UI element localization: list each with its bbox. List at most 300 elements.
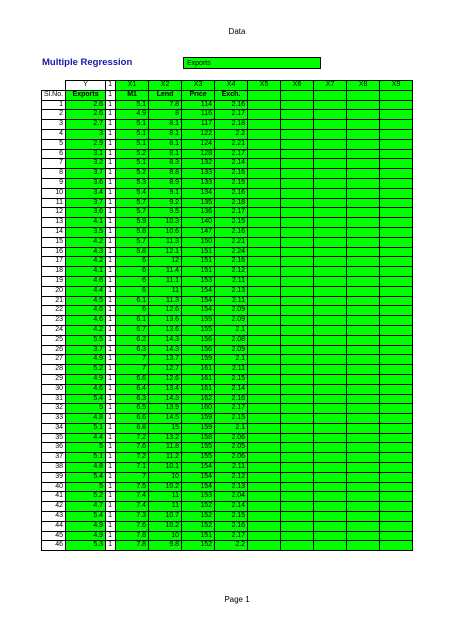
table-cell[interactable]: 114 (182, 100, 215, 110)
table-cell[interactable]: 1 (106, 394, 116, 404)
table-cell[interactable]: 3.6 (66, 208, 106, 218)
empty-cell[interactable] (248, 531, 281, 541)
table-cell[interactable]: 1 (106, 237, 116, 247)
table-cell[interactable]: 1 (106, 345, 116, 355)
empty-cell[interactable] (314, 492, 347, 502)
table-cell[interactable]: 5 (66, 482, 106, 492)
table-cell[interactable]: 6.3 (116, 394, 149, 404)
table-cell[interactable]: 155 (182, 325, 215, 335)
table-cell[interactable]: 1 (106, 365, 116, 375)
table-cell[interactable]: 1 (106, 355, 116, 365)
table-cell[interactable]: 5 (66, 404, 106, 414)
table-cell[interactable]: 12 (149, 257, 182, 267)
empty-cell[interactable] (314, 414, 347, 424)
table-cell[interactable]: 31 (42, 394, 66, 404)
empty-cell[interactable] (281, 149, 314, 159)
table-cell[interactable]: 4.4 (66, 433, 106, 443)
top-label[interactable]: X2 (149, 81, 182, 91)
table-cell[interactable]: 1 (106, 502, 116, 512)
empty-cell[interactable] (248, 198, 281, 208)
table-cell[interactable]: 10 (42, 188, 66, 198)
table-cell[interactable]: 3.5 (66, 227, 106, 237)
empty-cell[interactable] (347, 482, 380, 492)
empty-cell[interactable] (347, 227, 380, 237)
empty-cell[interactable] (347, 267, 380, 277)
table-cell[interactable]: 1 (106, 423, 116, 433)
table-cell[interactable]: 14.3 (149, 335, 182, 345)
table-cell[interactable]: 155 (182, 453, 215, 463)
table-cell[interactable]: 46 (42, 541, 66, 551)
empty-cell[interactable] (248, 365, 281, 375)
table-cell[interactable]: 161 (182, 374, 215, 384)
sub-label[interactable]: M1 (116, 90, 149, 100)
empty-cell[interactable] (248, 139, 281, 149)
empty-cell[interactable] (347, 394, 380, 404)
table-cell[interactable]: 2.17 (215, 149, 248, 159)
empty-cell[interactable] (281, 365, 314, 375)
table-cell[interactable]: 1 (106, 100, 116, 110)
table-cell[interactable]: 6.1 (116, 296, 149, 306)
table-cell[interactable]: 8.1 (149, 149, 182, 159)
table-cell[interactable]: 5.4 (116, 188, 149, 198)
table-cell[interactable]: 4.1 (66, 267, 106, 277)
empty-cell[interactable] (314, 218, 347, 228)
empty-cell[interactable] (281, 198, 314, 208)
table-cell[interactable]: 5.4 (66, 472, 106, 482)
table-cell[interactable]: 1 (106, 521, 116, 531)
table-cell[interactable]: 26 (42, 345, 66, 355)
table-cell[interactable]: 5.1 (66, 453, 106, 463)
empty-cell[interactable] (248, 453, 281, 463)
empty-cell[interactable] (347, 247, 380, 257)
table-cell[interactable]: 2.04 (215, 492, 248, 502)
table-cell[interactable]: 2.11 (215, 463, 248, 473)
table-cell[interactable]: 2.6 (66, 110, 106, 120)
empty-cell[interactable] (347, 423, 380, 433)
empty-cell[interactable] (347, 129, 380, 139)
top-label[interactable]: X1 (116, 81, 149, 91)
empty-cell[interactable] (347, 335, 380, 345)
empty-cell[interactable] (380, 345, 413, 355)
table-cell[interactable]: 133 (182, 169, 215, 179)
empty-cell[interactable] (281, 374, 314, 384)
empty-cell[interactable] (281, 463, 314, 473)
empty-cell[interactable] (380, 129, 413, 139)
table-cell[interactable]: 7.3 (116, 512, 149, 522)
empty-cell[interactable] (248, 492, 281, 502)
table-cell[interactable]: 5.8 (116, 227, 149, 237)
empty-cell[interactable] (380, 414, 413, 424)
empty-cell[interactable] (314, 512, 347, 522)
table-cell[interactable]: 134 (182, 188, 215, 198)
table-cell[interactable]: 2.16 (215, 257, 248, 267)
empty-cell[interactable] (347, 296, 380, 306)
empty-cell[interactable] (281, 208, 314, 218)
table-cell[interactable]: 2.1 (215, 423, 248, 433)
empty-cell[interactable] (248, 188, 281, 198)
empty-cell[interactable] (281, 384, 314, 394)
empty-cell[interactable] (248, 296, 281, 306)
table-cell[interactable]: 7.8 (116, 541, 149, 551)
table-cell[interactable]: 35 (42, 433, 66, 443)
empty-cell[interactable] (347, 521, 380, 531)
table-cell[interactable]: 2.9 (66, 139, 106, 149)
empty-cell[interactable] (281, 472, 314, 482)
empty-cell[interactable] (314, 129, 347, 139)
empty-cell[interactable] (314, 463, 347, 473)
table-cell[interactable]: 11.8 (149, 443, 182, 453)
table-cell[interactable]: 2.1 (215, 355, 248, 365)
table-cell[interactable]: 5.7 (116, 208, 149, 218)
empty-cell[interactable] (380, 110, 413, 120)
table-cell[interactable]: 135 (182, 198, 215, 208)
empty-cell[interactable] (380, 335, 413, 345)
sub-label[interactable]: Sl.No. (42, 90, 66, 100)
table-cell[interactable]: 133 (182, 178, 215, 188)
table-cell[interactable]: 6.7 (116, 325, 149, 335)
empty-cell[interactable] (314, 188, 347, 198)
empty-cell[interactable] (248, 541, 281, 551)
empty-cell[interactable] (281, 178, 314, 188)
table-cell[interactable]: 11 (42, 198, 66, 208)
table-cell[interactable]: 8 (149, 110, 182, 120)
table-cell[interactable]: 152 (182, 502, 215, 512)
empty-cell[interactable] (380, 296, 413, 306)
table-cell[interactable]: 4.8 (66, 414, 106, 424)
empty-cell[interactable] (281, 267, 314, 277)
empty-cell[interactable] (380, 100, 413, 110)
empty-cell[interactable] (314, 521, 347, 531)
top-label[interactable]: 1 (106, 81, 116, 91)
table-cell[interactable]: 1 (106, 178, 116, 188)
table-cell[interactable]: 2.18 (215, 120, 248, 130)
table-cell[interactable]: 13.6 (149, 325, 182, 335)
table-cell[interactable]: 7.5 (116, 482, 149, 492)
table-cell[interactable]: 5.2 (116, 169, 149, 179)
table-cell[interactable]: 20 (42, 286, 66, 296)
empty-cell[interactable] (248, 414, 281, 424)
table-cell[interactable]: 2.14 (215, 159, 248, 169)
empty-cell[interactable] (347, 492, 380, 502)
table-cell[interactable]: 5.4 (66, 512, 106, 522)
top-label[interactable]: X5 (248, 81, 281, 91)
table-cell[interactable]: 122 (182, 129, 215, 139)
table-cell[interactable]: 2.15 (215, 414, 248, 424)
empty-cell[interactable] (380, 178, 413, 188)
table-cell[interactable]: 3.7 (66, 345, 106, 355)
empty-cell[interactable] (281, 139, 314, 149)
table-cell[interactable]: 7.2 (116, 453, 149, 463)
empty-cell[interactable] (248, 129, 281, 139)
table-cell[interactable]: 2.6 (66, 100, 106, 110)
table-cell[interactable]: 1 (106, 188, 116, 198)
empty-cell[interactable] (347, 531, 380, 541)
table-cell[interactable]: 2.08 (215, 335, 248, 345)
table-cell[interactable]: 2.13 (215, 482, 248, 492)
empty-cell[interactable] (380, 208, 413, 218)
empty-cell[interactable] (347, 198, 380, 208)
table-cell[interactable]: 7.1 (116, 463, 149, 473)
empty-cell[interactable] (314, 296, 347, 306)
table-cell[interactable]: 6.1 (116, 316, 149, 326)
empty-cell[interactable] (248, 521, 281, 531)
empty-cell[interactable] (281, 414, 314, 424)
table-cell[interactable]: 7.2 (116, 433, 149, 443)
table-cell[interactable]: 132 (182, 159, 215, 169)
table-cell[interactable]: 36 (42, 443, 66, 453)
table-cell[interactable]: 4.9 (66, 374, 106, 384)
empty-cell[interactable] (347, 286, 380, 296)
table-cell[interactable]: 1 (106, 492, 116, 502)
table-cell[interactable]: 15 (149, 423, 182, 433)
table-cell[interactable]: 5.1 (116, 129, 149, 139)
empty-cell[interactable] (281, 492, 314, 502)
empty-cell[interactable] (248, 433, 281, 443)
empty-cell[interactable] (347, 100, 380, 110)
table-cell[interactable]: 2.17 (215, 404, 248, 414)
empty-cell[interactable] (380, 453, 413, 463)
table-cell[interactable]: 2.15 (215, 178, 248, 188)
table-cell[interactable]: 1 (106, 335, 116, 345)
empty-cell[interactable] (314, 355, 347, 365)
table-cell[interactable]: 10.2 (149, 482, 182, 492)
empty-cell[interactable] (314, 404, 347, 414)
table-cell[interactable]: 40 (42, 482, 66, 492)
table-cell[interactable]: 13.4 (149, 384, 182, 394)
empty-cell[interactable] (347, 218, 380, 228)
table-cell[interactable]: 2.14 (215, 384, 248, 394)
empty-cell[interactable] (380, 286, 413, 296)
table-cell[interactable]: 8.8 (149, 169, 182, 179)
table-cell[interactable]: 44 (42, 521, 66, 531)
table-cell[interactable]: 14.3 (149, 394, 182, 404)
table-cell[interactable]: 19 (42, 276, 66, 286)
table-cell[interactable]: 5.8 (116, 247, 149, 257)
table-cell[interactable]: 2.12 (215, 267, 248, 277)
table-cell[interactable]: 153 (182, 492, 215, 502)
table-cell[interactable]: 5.7 (116, 237, 149, 247)
empty-cell[interactable] (281, 90, 314, 100)
table-cell[interactable]: 152 (182, 512, 215, 522)
empty-cell[interactable] (281, 100, 314, 110)
table-cell[interactable]: 4.4 (66, 286, 106, 296)
table-cell[interactable]: 2.06 (215, 433, 248, 443)
empty-cell[interactable] (314, 316, 347, 326)
table-cell[interactable]: 11 (149, 502, 182, 512)
table-cell[interactable]: 161 (182, 384, 215, 394)
table-cell[interactable]: 6.8 (116, 423, 149, 433)
empty-cell[interactable] (281, 188, 314, 198)
sub-label[interactable]: Exch. (215, 90, 248, 100)
empty-cell[interactable] (380, 247, 413, 257)
empty-cell[interactable] (347, 306, 380, 316)
empty-cell[interactable] (380, 423, 413, 433)
empty-cell[interactable] (281, 159, 314, 169)
table-cell[interactable]: 6.2 (116, 335, 149, 345)
empty-cell[interactable] (380, 443, 413, 453)
empty-cell[interactable] (314, 178, 347, 188)
table-cell[interactable]: 5.1 (116, 120, 149, 130)
table-cell[interactable]: 1 (106, 453, 116, 463)
table-cell[interactable]: 9.1 (149, 188, 182, 198)
table-cell[interactable]: 45 (42, 531, 66, 541)
empty-cell[interactable] (380, 492, 413, 502)
table-cell[interactable]: 8.9 (149, 178, 182, 188)
empty-cell[interactable] (380, 198, 413, 208)
table-cell[interactable]: 116 (182, 110, 215, 120)
table-cell[interactable]: 2.15 (215, 218, 248, 228)
table-cell[interactable]: 1 (106, 443, 116, 453)
table-cell[interactable]: 1 (106, 472, 116, 482)
empty-cell[interactable] (380, 512, 413, 522)
table-cell[interactable]: 2.18 (215, 198, 248, 208)
empty-cell[interactable] (314, 531, 347, 541)
table-cell[interactable]: 154 (182, 306, 215, 316)
table-cell[interactable]: 4.6 (66, 316, 106, 326)
empty-cell[interactable] (347, 433, 380, 443)
empty-cell[interactable] (380, 149, 413, 159)
table-cell[interactable]: 151 (182, 247, 215, 257)
empty-cell[interactable] (248, 178, 281, 188)
table-cell[interactable]: 1 (106, 110, 116, 120)
table-cell[interactable]: 1 (106, 512, 116, 522)
empty-cell[interactable] (347, 90, 380, 100)
table-cell[interactable]: 38 (42, 463, 66, 473)
table-cell[interactable]: 2.2 (215, 129, 248, 139)
empty-cell[interactable] (281, 257, 314, 267)
empty-cell[interactable] (281, 453, 314, 463)
table-cell[interactable]: 7.4 (116, 502, 149, 512)
table-cell[interactable]: 2.16 (215, 100, 248, 110)
table-cell[interactable]: 2.21 (215, 237, 248, 247)
empty-cell[interactable] (347, 365, 380, 375)
table-cell[interactable]: 22 (42, 306, 66, 316)
table-cell[interactable]: 5.1 (116, 100, 149, 110)
table-cell[interactable]: 15 (42, 237, 66, 247)
empty-cell[interactable] (281, 443, 314, 453)
table-cell[interactable]: 21 (42, 296, 66, 306)
empty-cell[interactable] (380, 384, 413, 394)
table-cell[interactable]: 2.12 (215, 472, 248, 482)
table-cell[interactable]: 10 (149, 472, 182, 482)
table-cell[interactable]: 8.1 (149, 139, 182, 149)
empty-cell[interactable] (380, 139, 413, 149)
empty-cell[interactable] (248, 208, 281, 218)
table-cell[interactable]: 12.6 (149, 374, 182, 384)
table-cell[interactable]: 154 (182, 296, 215, 306)
empty-cell[interactable] (314, 110, 347, 120)
empty-cell[interactable] (347, 110, 380, 120)
table-cell[interactable]: 2.2 (215, 541, 248, 551)
table-cell[interactable]: 4.9 (66, 531, 106, 541)
empty-cell[interactable] (248, 169, 281, 179)
table-cell[interactable]: 43 (42, 512, 66, 522)
table-cell[interactable]: 147 (182, 227, 215, 237)
empty-cell[interactable] (380, 316, 413, 326)
table-cell[interactable]: 1 (106, 463, 116, 473)
table-cell[interactable]: 7 (116, 472, 149, 482)
table-cell[interactable]: 16 (42, 247, 66, 257)
empty-cell[interactable] (314, 365, 347, 375)
empty-cell[interactable] (380, 218, 413, 228)
table-cell[interactable]: 8 (42, 169, 66, 179)
empty-cell[interactable] (281, 120, 314, 130)
table-cell[interactable]: 151 (182, 257, 215, 267)
empty-cell[interactable] (347, 120, 380, 130)
empty-cell[interactable] (314, 286, 347, 296)
table-cell[interactable]: 11 (149, 286, 182, 296)
table-cell[interactable]: 18 (42, 267, 66, 277)
empty-cell[interactable] (248, 384, 281, 394)
top-label[interactable]: X8 (347, 81, 380, 91)
empty-cell[interactable] (248, 423, 281, 433)
empty-cell[interactable] (248, 472, 281, 482)
table-cell[interactable]: 1 (106, 316, 116, 326)
empty-cell[interactable] (314, 384, 347, 394)
empty-cell[interactable] (281, 502, 314, 512)
table-cell[interactable]: 5.3 (66, 541, 106, 551)
table-cell[interactable]: 4 (42, 129, 66, 139)
empty-cell[interactable] (314, 443, 347, 453)
table-cell[interactable]: 154 (182, 482, 215, 492)
table-cell[interactable]: 2.16 (215, 188, 248, 198)
table-cell[interactable]: 1 (106, 149, 116, 159)
table-cell[interactable]: 5.4 (66, 394, 106, 404)
table-cell[interactable]: 1 (106, 120, 116, 130)
table-cell[interactable]: 6 (116, 267, 149, 277)
table-cell[interactable]: 1 (106, 257, 116, 267)
table-cell[interactable]: 3.2 (66, 159, 106, 169)
table-cell[interactable]: 7.6 (116, 521, 149, 531)
empty-cell[interactable] (347, 149, 380, 159)
table-cell[interactable]: 13.7 (149, 355, 182, 365)
empty-cell[interactable] (347, 345, 380, 355)
empty-cell[interactable] (248, 394, 281, 404)
empty-cell[interactable] (314, 90, 347, 100)
empty-cell[interactable] (248, 502, 281, 512)
table-cell[interactable]: 4.9 (66, 355, 106, 365)
table-cell[interactable]: 2.17 (215, 208, 248, 218)
table-cell[interactable]: 156 (182, 335, 215, 345)
empty-cell[interactable] (248, 404, 281, 414)
table-cell[interactable]: 2.16 (215, 521, 248, 531)
table-cell[interactable]: 2.06 (215, 453, 248, 463)
empty-cell[interactable] (281, 325, 314, 335)
table-cell[interactable]: 12.6 (149, 306, 182, 316)
table-cell[interactable]: 39 (42, 472, 66, 482)
table-cell[interactable]: 1 (106, 531, 116, 541)
table-cell[interactable]: 4.6 (66, 384, 106, 394)
empty-cell[interactable] (347, 512, 380, 522)
empty-cell[interactable] (314, 100, 347, 110)
empty-cell[interactable] (380, 374, 413, 384)
empty-cell[interactable] (248, 267, 281, 277)
table-cell[interactable]: 11.1 (149, 276, 182, 286)
table-cell[interactable]: 140 (182, 218, 215, 228)
sub-label[interactable]: Lend (149, 90, 182, 100)
table-cell[interactable]: 12 (42, 208, 66, 218)
empty-cell[interactable] (380, 90, 413, 100)
table-cell[interactable]: 2.15 (215, 512, 248, 522)
empty-cell[interactable] (380, 306, 413, 316)
top-label[interactable]: X3 (182, 81, 215, 91)
table-cell[interactable]: 155 (182, 316, 215, 326)
empty-cell[interactable] (281, 335, 314, 345)
table-cell[interactable]: 10.1 (149, 463, 182, 473)
empty-cell[interactable] (314, 120, 347, 130)
table-cell[interactable]: 2.1 (215, 325, 248, 335)
empty-cell[interactable] (248, 276, 281, 286)
